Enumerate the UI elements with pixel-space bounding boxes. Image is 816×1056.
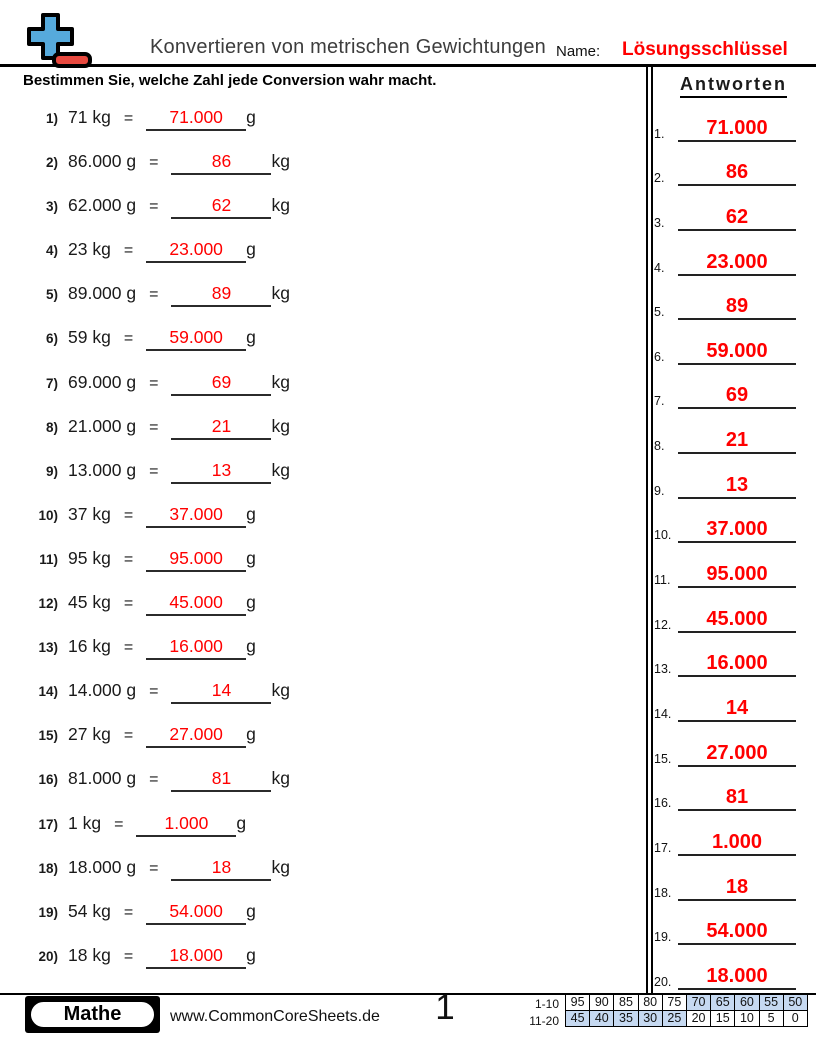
- answer-value: 37.000: [678, 519, 796, 543]
- header-rule: [0, 64, 816, 67]
- equals-sign: =: [123, 595, 134, 613]
- answer-blank: 95.000: [146, 548, 246, 572]
- problem-expression: 45 kg: [68, 592, 111, 613]
- answer-value: 18: [678, 877, 796, 901]
- unit-label: kg: [271, 195, 290, 216]
- score-cell: 20: [686, 1010, 710, 1026]
- answer-blank: 21: [171, 416, 271, 440]
- score-cell: 55: [759, 995, 783, 1011]
- answer-value: 18.000: [678, 966, 796, 990]
- problem-number: 17): [38, 816, 58, 832]
- problem-expression: 1 kg: [68, 812, 102, 833]
- instruction-text: Bestimmen Sie, welche Zahl jede Conversion wahr macht.: [23, 72, 437, 89]
- unit-label: kg: [271, 415, 290, 436]
- answer-blank: 18: [171, 857, 271, 881]
- equals-sign: =: [123, 110, 134, 127]
- problem-expression: 14.000 g: [68, 680, 137, 701]
- unit-label: kg: [271, 371, 290, 392]
- equals-sign: =: [149, 683, 159, 701]
- unit-label: g: [246, 944, 256, 965]
- unit-label: kg: [271, 283, 290, 304]
- problem-number: 6): [45, 331, 58, 347]
- answer-row: [654, 409, 796, 454]
- equals-sign: =: [123, 550, 134, 568]
- problem-row: [22, 490, 632, 534]
- unit-label: kg: [271, 768, 290, 789]
- answer-number: 14.: [654, 706, 672, 721]
- problem-row: [22, 358, 632, 402]
- answer-row: [654, 454, 796, 499]
- score-cell: 35: [614, 1010, 638, 1026]
- answer-blank: 69: [171, 372, 271, 396]
- answer-blank: 54.000: [146, 901, 246, 925]
- answer-value: 59.000: [678, 341, 796, 365]
- equals-sign: =: [149, 771, 159, 789]
- answer-row: [654, 901, 796, 946]
- answer-number: 9.: [654, 483, 665, 498]
- answer-number: 1.: [654, 126, 665, 141]
- answer-value: 16.000: [678, 653, 796, 677]
- problem-row: [22, 799, 632, 843]
- answer-row: [654, 543, 796, 588]
- unit-label: g: [246, 724, 256, 745]
- answer-blank: 62: [171, 195, 271, 219]
- score-range-label-2: 11-20: [529, 1014, 559, 1028]
- score-cell: 45: [566, 1010, 590, 1026]
- score-cell: 80: [638, 995, 662, 1011]
- score-cell: 85: [614, 995, 638, 1011]
- problem-number: 20): [38, 948, 58, 964]
- unit-label: g: [246, 239, 256, 260]
- answer-row: [654, 767, 796, 812]
- problem-number: 14): [38, 684, 58, 700]
- answers-title: Antworten: [680, 74, 787, 98]
- score-cell: 95: [566, 995, 590, 1011]
- answer-blank: 37.000: [146, 504, 246, 528]
- answer-number: 19.: [654, 930, 672, 945]
- equals-sign: =: [149, 462, 159, 480]
- answer-value: 27.000: [678, 743, 796, 767]
- website-url: www.CommonCoreSheets.de: [170, 1008, 380, 1025]
- answer-number: 13.: [654, 662, 672, 677]
- score-cell: 30: [638, 1010, 662, 1026]
- problem-expression: 13.000 g: [68, 459, 137, 480]
- subject-badge-label: Mathe: [29, 1000, 156, 1029]
- answer-value: 71.000: [678, 118, 796, 142]
- score-cell: 5: [759, 1010, 783, 1026]
- answer-row: [654, 677, 796, 722]
- problem-number: 9): [45, 463, 58, 479]
- problem-expression: 86.000 g: [68, 151, 137, 172]
- problem-number: 5): [45, 287, 58, 303]
- problem-expression: 37 kg: [68, 503, 111, 524]
- answer-number: 11.: [654, 573, 671, 588]
- answer-value: 95.000: [678, 564, 796, 588]
- problem-expression: 23 kg: [68, 239, 111, 260]
- subject-badge: [25, 996, 160, 1033]
- answer-blank: 45.000: [146, 592, 246, 616]
- name-label: Name:: [556, 43, 601, 60]
- answer-blank: 13: [171, 460, 271, 484]
- unit-label: g: [246, 592, 256, 613]
- problem-number: 16): [38, 772, 58, 788]
- answer-number: 7.: [654, 394, 665, 409]
- answer-row: [654, 186, 796, 231]
- score-table-row: [566, 995, 808, 1011]
- problem-expression: 27 kg: [68, 724, 111, 745]
- equals-sign: =: [149, 154, 159, 172]
- score-cell: 40: [590, 1010, 614, 1026]
- equals-sign: =: [149, 198, 159, 216]
- answer-value: 54.000: [678, 921, 796, 945]
- problem-row: [22, 754, 632, 798]
- equals-sign: =: [123, 639, 134, 657]
- problem-row: [22, 93, 632, 137]
- answer-number: 2.: [654, 171, 665, 186]
- answer-blank: 86: [171, 151, 271, 175]
- answer-value: 86: [678, 162, 796, 186]
- answer-blank: 18.000: [146, 945, 246, 969]
- score-range-label-1: 1-10: [534, 997, 559, 1011]
- problem-number: 10): [38, 507, 58, 523]
- unit-label: g: [246, 900, 256, 921]
- page-title: Konvertieren von metrischen Gewichtungen: [150, 36, 546, 58]
- answer-value: 89: [678, 296, 796, 320]
- problem-expression: 71 kg: [68, 107, 111, 127]
- problem-number: 12): [38, 596, 58, 612]
- problem-row: [22, 269, 632, 313]
- answer-row: [654, 722, 796, 767]
- problem-expression: 16 kg: [68, 636, 111, 657]
- problem-number: 13): [38, 640, 58, 656]
- unit-label: kg: [271, 459, 290, 480]
- answers-list: [654, 97, 796, 990]
- problem-row: [22, 622, 632, 666]
- unit-label: kg: [271, 680, 290, 701]
- problem-row: [22, 137, 632, 181]
- problem-number: 11): [39, 551, 58, 567]
- answer-number: 20.: [654, 974, 672, 989]
- equals-sign: =: [123, 506, 134, 524]
- equals-sign: =: [123, 727, 134, 745]
- answer-blank: 89: [171, 283, 271, 307]
- problem-number: 18): [38, 860, 58, 876]
- problem-number: 8): [45, 419, 58, 435]
- problem-number: 2): [45, 155, 58, 171]
- problem-row: [22, 843, 632, 887]
- answer-row: [654, 142, 796, 187]
- answer-blank: 81: [171, 768, 271, 792]
- problem-expression: 81.000 g: [68, 768, 137, 789]
- answer-blank: 59.000: [146, 327, 246, 351]
- problem-expression: 89.000 g: [68, 283, 137, 304]
- answer-number: 17.: [654, 840, 672, 855]
- problem-expression: 95 kg: [68, 547, 111, 568]
- score-table-body: [566, 995, 808, 1027]
- score-cell: 10: [735, 1010, 759, 1026]
- answer-value: 62: [678, 207, 796, 231]
- logo-plus-shape: [29, 15, 72, 58]
- problem-row: [22, 931, 632, 975]
- problems-list: [22, 93, 632, 975]
- problem-expression: 18.000 g: [68, 856, 137, 877]
- equals-sign: =: [149, 418, 159, 436]
- problem-row: [22, 446, 632, 490]
- equals-sign: =: [123, 947, 134, 965]
- unit-label: g: [246, 107, 256, 127]
- problem-expression: 21.000 g: [68, 415, 137, 436]
- equals-sign: =: [123, 242, 134, 260]
- plus-minus-logo-icon: [22, 12, 98, 68]
- problem-row: [22, 578, 632, 622]
- score-table: [565, 994, 808, 1027]
- problem-number: 19): [38, 904, 58, 920]
- problem-number: 3): [45, 199, 58, 215]
- answer-blank: 71.000: [146, 107, 246, 131]
- score-cell: 25: [662, 1010, 686, 1026]
- answer-blank: 16.000: [146, 636, 246, 660]
- problem-row: [22, 710, 632, 754]
- answer-value: 81: [678, 787, 796, 811]
- answer-number: 3.: [654, 215, 665, 230]
- answer-row: [654, 365, 796, 410]
- answer-row: [654, 633, 796, 678]
- problem-row: [22, 887, 632, 931]
- answer-row: [654, 499, 796, 544]
- answer-row: [654, 320, 796, 365]
- unit-label: g: [236, 812, 247, 833]
- equals-sign: =: [149, 859, 159, 877]
- score-cell: 90: [590, 995, 614, 1011]
- problem-number: 4): [45, 243, 58, 259]
- unit-label: g: [246, 327, 256, 348]
- answer-value: 13: [678, 475, 796, 499]
- unit-label: g: [246, 636, 256, 657]
- answer-blank: 14: [171, 680, 271, 704]
- answer-number: 18.: [654, 885, 672, 900]
- problem-expression: 59 kg: [68, 327, 111, 348]
- problem-number: 1): [45, 111, 58, 126]
- problem-row: [22, 534, 632, 578]
- unit-label: g: [246, 547, 256, 568]
- problem-expression: 62.000 g: [68, 195, 137, 216]
- answer-number: 8.: [654, 439, 665, 454]
- answer-blank: 23.000: [146, 239, 246, 263]
- answer-number: 6.: [654, 349, 665, 364]
- page-number: 1: [435, 988, 455, 1027]
- answer-row: [654, 945, 796, 990]
- column-divider: [646, 67, 653, 993]
- answer-row: [654, 97, 796, 142]
- score-table-row: [566, 1010, 808, 1026]
- problem-row: [22, 225, 632, 269]
- problem-row: [22, 313, 632, 357]
- score-cell: 65: [711, 995, 735, 1011]
- equals-sign: =: [149, 374, 159, 392]
- answer-row: [654, 811, 796, 856]
- answer-row: [654, 588, 796, 633]
- equals-sign: =: [149, 286, 159, 304]
- equals-sign: =: [114, 815, 124, 833]
- problem-row: [22, 402, 632, 446]
- answer-value: 14: [678, 698, 796, 722]
- answer-number: 12.: [654, 617, 672, 632]
- answer-row: [654, 231, 796, 276]
- answer-key-label: Lösungsschlüssel: [622, 39, 788, 60]
- unit-label: kg: [271, 151, 290, 172]
- answer-number: 5.: [654, 305, 665, 320]
- answer-row: [654, 276, 796, 321]
- score-cell: 75: [662, 995, 686, 1011]
- problem-expression: 54 kg: [68, 900, 111, 921]
- answer-number: 4.: [654, 260, 665, 275]
- score-cell: 0: [783, 1010, 807, 1026]
- equals-sign: =: [123, 903, 134, 921]
- problem-number: 15): [38, 728, 58, 744]
- answer-value: 45.000: [678, 609, 796, 633]
- answer-value: 23.000: [678, 252, 796, 276]
- answer-number: 16.: [654, 796, 672, 811]
- problem-row: [22, 181, 632, 225]
- problem-expression: 18 kg: [68, 944, 111, 965]
- answer-blank: 1.000: [136, 813, 236, 837]
- unit-label: kg: [271, 856, 290, 877]
- unit-label: g: [246, 503, 256, 524]
- equals-sign: =: [123, 330, 134, 348]
- answer-value: 69: [678, 385, 796, 409]
- score-cell: 70: [686, 995, 710, 1011]
- answer-blank: 27.000: [146, 724, 246, 748]
- problem-expression: 69.000 g: [68, 371, 137, 392]
- score-cell: 50: [783, 995, 807, 1011]
- answer-number: 15.: [654, 751, 672, 766]
- score-cell: 60: [735, 995, 759, 1011]
- score-cell: 15: [711, 1010, 735, 1026]
- problem-row: [22, 666, 632, 710]
- answer-value: 1.000: [678, 832, 796, 856]
- answer-number: 10.: [654, 528, 672, 543]
- problem-number: 7): [45, 375, 58, 391]
- answer-value: 21: [678, 430, 796, 454]
- answer-row: [654, 856, 796, 901]
